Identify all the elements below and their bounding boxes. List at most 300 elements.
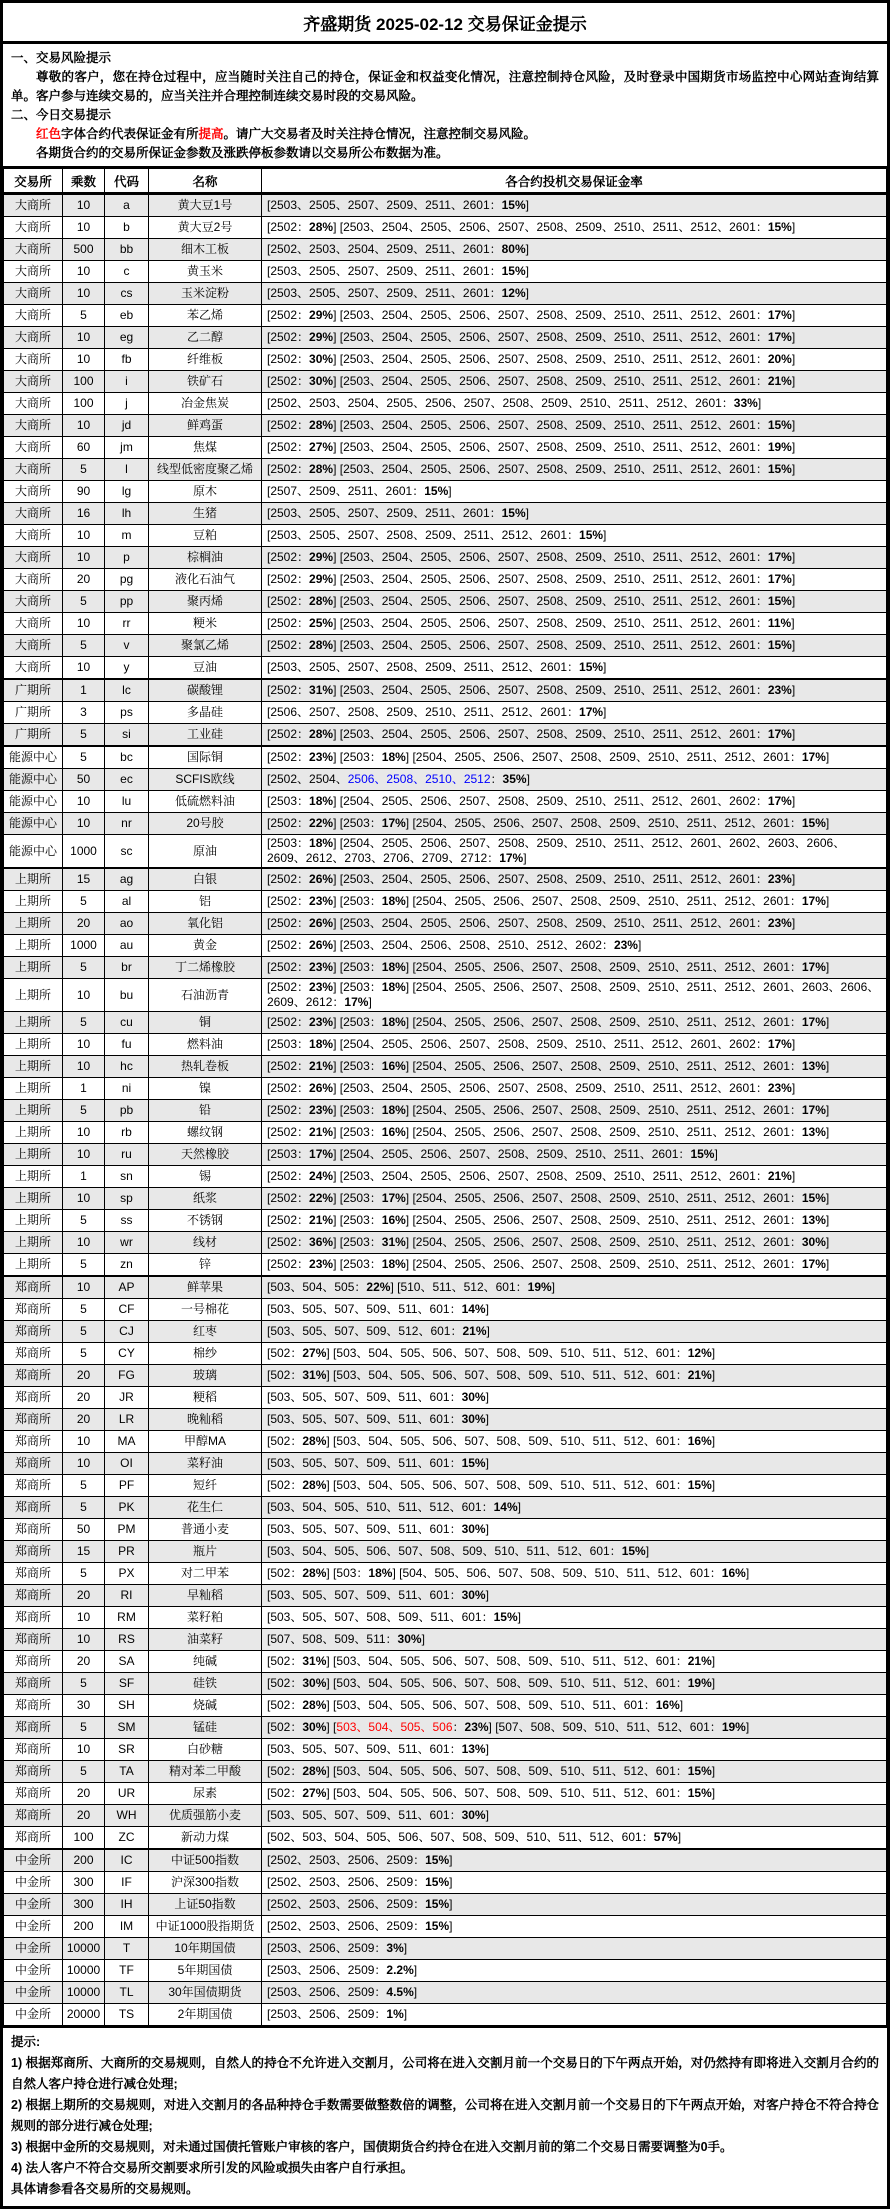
rate-cell: [2502：22%] [2503：17%] [2504、2505、2506、2507、2508、2509、2510、2511、2512、2601：15%]: [262, 813, 887, 835]
exchange-cell: 上期所: [4, 1254, 63, 1277]
code-cell: b: [105, 217, 149, 239]
multiplier-cell: 5: [63, 1563, 105, 1585]
rate-cell: [2502：27%] [2503、2504、2505、2506、2507、2508、2509、2510、2511、2512、2601：19%]: [262, 437, 887, 459]
col-header-name: 名称: [149, 168, 262, 194]
table-row: [4, 1012, 887, 1034]
exchange-cell: 郑商所: [4, 1321, 63, 1343]
table-header-row: [4, 168, 887, 194]
footer-note: 1) 根据郑商所、大商所的交易规则，自然人的持仓不允许进入交割月，公司将在进入交割月前一个交易日的下午两点开始，对仍然持有即将进入交割月合约的自然人客户持仓进行减仓处理;: [11, 2056, 879, 2091]
table-row: [4, 2004, 887, 2027]
table-row: [4, 1827, 887, 1850]
code-cell: IC: [105, 1849, 149, 1872]
rate-cell: [502：28%] [503、504、505、506、507、508、509、510、511、512、601：16%]: [262, 1431, 887, 1453]
table-row: [4, 525, 887, 547]
code-cell: c: [105, 261, 149, 283]
code-cell: pb: [105, 1100, 149, 1122]
exchange-cell: 郑商所: [4, 1453, 63, 1475]
rate-cell: [2502：24%] [2503、2504、2505、2506、2507、2508、2509、2510、2511、2512、2601：21%]: [262, 1166, 887, 1188]
table-row: [4, 371, 887, 393]
exchange-cell: 郑商所: [4, 1431, 63, 1453]
footer-note: 2) 根据上期所的交易规则，对进入交割月的各品种持仓手数需要做整数倍的调整，公司将在进入交割月前一个交易日的下午两点开始，对客户持仓不符合持仓规则的部分进行减仓处理;: [11, 2098, 879, 2133]
code-cell: ru: [105, 1144, 149, 1166]
table-row: [4, 1519, 887, 1541]
highlight-note: [11, 125, 879, 144]
multiplier-cell: 10: [63, 415, 105, 437]
table-row: [4, 679, 887, 702]
name-cell: 豆粕: [149, 525, 262, 547]
name-cell: 锡: [149, 1166, 262, 1188]
name-cell: 锌: [149, 1254, 262, 1277]
rate-cell: [2503：18%] [2504、2505、2506、2507、2508、2509、2510、2511、2512、2601、2602：17%]: [262, 1034, 887, 1056]
table-row: [4, 1365, 887, 1387]
multiplier-cell: 90: [63, 481, 105, 503]
rate-cell: [2507、2509、2511、2601：15%]: [262, 481, 887, 503]
code-cell: y: [105, 657, 149, 680]
name-cell: 冶金焦炭: [149, 393, 262, 415]
multiplier-cell: 20: [63, 1805, 105, 1827]
name-cell: 新动力煤: [149, 1827, 262, 1850]
multiplier-cell: 20: [63, 569, 105, 591]
multiplier-cell: 30: [63, 1695, 105, 1717]
name-cell: 黄金: [149, 935, 262, 957]
exchange-cell: 上期所: [4, 957, 63, 979]
table-row: [4, 813, 887, 835]
table-row: [4, 913, 887, 935]
exchange-cell: 广期所: [4, 679, 63, 702]
exchange-cell: 郑商所: [4, 1717, 63, 1739]
multiplier-cell: 10: [63, 1122, 105, 1144]
multiplier-cell: 1000: [63, 835, 105, 869]
rate-cell: [502：28%] [503、504、505、506、507、508、509、510、511、512、601：15%]: [262, 1761, 887, 1783]
code-cell: sn: [105, 1166, 149, 1188]
name-cell: 低硫燃料油: [149, 791, 262, 813]
multiplier-cell: 5: [63, 1254, 105, 1277]
col-header-code: 代码: [105, 168, 149, 194]
rate-cell: [2502：29%] [2503、2504、2505、2506、2507、2508、2509、2510、2511、2512、2601：17%]: [262, 547, 887, 569]
exchange-cell: 大商所: [4, 503, 63, 525]
rate-cell: [503、504、505、510、511、512、601：14%]: [262, 1497, 887, 1519]
rate-cell: [2502：23%] [2503：18%] [2504、2505、2506、2507、2508、2509、2510、2511、2512、2601：17%]: [262, 1254, 887, 1277]
name-cell: 碳酸锂: [149, 679, 262, 702]
exchange-cell: 大商所: [4, 371, 63, 393]
table-row: [4, 1651, 887, 1673]
code-cell: TS: [105, 2004, 149, 2027]
table-row: [4, 1122, 887, 1144]
table-row: [4, 635, 887, 657]
table-row: [4, 1585, 887, 1607]
table-row: [4, 393, 887, 415]
table-row: [4, 349, 887, 371]
rate-cell: [2502、2503、2506、2509：15%]: [262, 1916, 887, 1938]
code-cell: pp: [105, 591, 149, 613]
table-row: [4, 1299, 887, 1321]
name-cell: 铁矿石: [149, 371, 262, 393]
footer-note: 具体请参看各交易所的交易规则。: [11, 2182, 199, 2196]
code-cell: m: [105, 525, 149, 547]
code-cell: LR: [105, 1409, 149, 1431]
name-cell: 甲醇MA: [149, 1431, 262, 1453]
rate-cell: [2502、2503、2504、2509、2511、2601：80%]: [262, 239, 887, 261]
name-cell: 铝: [149, 891, 262, 913]
exchange-cell: 郑商所: [4, 1629, 63, 1651]
multiplier-cell: 5: [63, 1475, 105, 1497]
multiplier-cell: 15: [63, 868, 105, 891]
code-cell: eb: [105, 305, 149, 327]
multiplier-cell: 3: [63, 702, 105, 724]
name-cell: 精对苯二甲酸: [149, 1761, 262, 1783]
highlight-note-part: 红色: [36, 127, 62, 141]
name-cell: 原木: [149, 481, 262, 503]
rate-cell: [2506、2507、2508、2509、2510、2511、2512、2601：17%]: [262, 702, 887, 724]
code-cell: j: [105, 393, 149, 415]
code-cell: TF: [105, 1960, 149, 1982]
table-row: [4, 1629, 887, 1651]
code-cell: hc: [105, 1056, 149, 1078]
rate-cell: [2502：26%] [2503、2504、2505、2506、2507、2508、2509、2510、2511、2512、2601：23%]: [262, 868, 887, 891]
exchange-cell: 郑商所: [4, 1343, 63, 1365]
multiplier-cell: 10: [63, 657, 105, 680]
rate-cell: [503、505、507、509、511、601：30%]: [262, 1387, 887, 1409]
rate-cell: [502：28%] [503、504、505、506、507、508、509、510、511、512、601：15%]: [262, 1475, 887, 1497]
multiplier-cell: 1: [63, 1078, 105, 1100]
exchange-cell: 郑商所: [4, 1761, 63, 1783]
rate-cell: [502：28%] [503、504、505、506、507、508、509、510、511、601：16%]: [262, 1695, 887, 1717]
code-cell: SH: [105, 1695, 149, 1717]
code-cell: p: [105, 547, 149, 569]
code-cell: al: [105, 891, 149, 913]
name-cell: 硅铁: [149, 1673, 262, 1695]
name-cell: 燃料油: [149, 1034, 262, 1056]
code-cell: T: [105, 1938, 149, 1960]
name-cell: 30年国债期货: [149, 1982, 262, 2004]
table-row: [4, 957, 887, 979]
name-cell: 锰硅: [149, 1717, 262, 1739]
table-row: [4, 261, 887, 283]
code-cell: fu: [105, 1034, 149, 1056]
exchange-cell: 上期所: [4, 1232, 63, 1254]
exchange-cell: 中金所: [4, 1960, 63, 1982]
name-cell: 20号胶: [149, 813, 262, 835]
multiplier-cell: 5: [63, 891, 105, 913]
rate-cell: [2502：21%] [2503：16%] [2504、2505、2506、2507、2508、2509、2510、2511、2512、2601：13%]: [262, 1210, 887, 1232]
multiplier-cell: 10: [63, 613, 105, 635]
code-cell: TL: [105, 1982, 149, 2004]
multiplier-cell: 1: [63, 1166, 105, 1188]
rate-cell: [503、505、507、509、511、601：30%]: [262, 1805, 887, 1827]
code-cell: cs: [105, 283, 149, 305]
exchange-cell: 大商所: [4, 437, 63, 459]
name-cell: 铜: [149, 1012, 262, 1034]
table-row: [4, 591, 887, 613]
exchange-cell: 郑商所: [4, 1475, 63, 1497]
rate-cell: [2503、2505、2507、2509、2511、2601：15%]: [262, 194, 887, 217]
multiplier-cell: 500: [63, 239, 105, 261]
name-cell: 丁二烯橡胶: [149, 957, 262, 979]
rate-cell: [2503：18%] [2504、2505、2506、2507、2508、2509、2510、2511、2512、2601、2602：17%]: [262, 791, 887, 813]
col-header-exchange: 交易所: [4, 168, 63, 194]
code-cell: ps: [105, 702, 149, 724]
table-row: [4, 1761, 887, 1783]
multiplier-cell: 100: [63, 393, 105, 415]
multiplier-cell: 5: [63, 724, 105, 747]
name-cell: 中证1000股指期货: [149, 1916, 262, 1938]
code-cell: IF: [105, 1872, 149, 1894]
table-row: [4, 1695, 887, 1717]
multiplier-cell: 20: [63, 1783, 105, 1805]
name-cell: 鲜鸡蛋: [149, 415, 262, 437]
multiplier-cell: 5: [63, 1497, 105, 1519]
code-cell: sp: [105, 1188, 149, 1210]
code-cell: bu: [105, 979, 149, 1012]
rate-cell: [2503、2506、2509：1%]: [262, 2004, 887, 2027]
multiplier-cell: 5: [63, 1673, 105, 1695]
risk-paragraph: 尊敬的客户，您在持仓过程中，应当随时关注自己的持仓，保证金和权益变化情况，注意控制持仓风险，及时登录中国期货市场监控中心网站查询结算单。客户参与连续交易的，应当关注并合理控制连续交易时段的交易风险。: [11, 70, 879, 103]
exchange-cell: 广期所: [4, 702, 63, 724]
table-row: [4, 1805, 887, 1827]
table-row: [4, 868, 887, 891]
exchange-cell: 郑商所: [4, 1519, 63, 1541]
code-cell: JR: [105, 1387, 149, 1409]
rate-cell: [2502、2503、2504、2505、2506、2507、2508、2509、2510、2511、2512、2601：33%]: [262, 393, 887, 415]
table-row: [4, 1541, 887, 1563]
exchange-cell: 大商所: [4, 327, 63, 349]
rate-cell: [2502：36%] [2503：31%] [2504、2505、2506、2507、2508、2509、2510、2511、2512、2601：30%]: [262, 1232, 887, 1254]
multiplier-cell: 50: [63, 769, 105, 791]
table-row: [4, 305, 887, 327]
multiplier-cell: 5: [63, 1299, 105, 1321]
rate-cell: [2503：18%] [2504、2505、2506、2507、2508、2509、2510、2511、2512、2601、2602、2603、2606、2609、2612、2703、2706、2709、2712：17%]: [262, 835, 887, 869]
multiplier-cell: 5: [63, 305, 105, 327]
exchange-cell: 郑商所: [4, 1497, 63, 1519]
name-cell: 瓶片: [149, 1541, 262, 1563]
multiplier-cell: 10: [63, 1629, 105, 1651]
rate-cell: [2503、2506、2509：3%]: [262, 1938, 887, 1960]
code-cell: PK: [105, 1497, 149, 1519]
rate-cell: [2502：29%] [2503、2504、2505、2506、2507、2508、2509、2510、2511、2512、2601：17%]: [262, 327, 887, 349]
code-cell: br: [105, 957, 149, 979]
exchange-cell: 大商所: [4, 305, 63, 327]
multiplier-cell: 10: [63, 1188, 105, 1210]
rate-cell: [2502：28%] [2503、2504、2505、2506、2507、2508、2509、2510、2511、2512、2601：15%]: [262, 217, 887, 239]
table-row: [4, 1343, 887, 1365]
multiplier-cell: 5: [63, 746, 105, 769]
code-cell: bb: [105, 239, 149, 261]
rate-cell: [2502：23%] [2503：18%] [2504、2505、2506、2507、2508、2509、2510、2511、2512、2601：17%]: [262, 746, 887, 769]
name-cell: 镍: [149, 1078, 262, 1100]
name-cell: 黄大豆1号: [149, 194, 262, 217]
multiplier-cell: 15: [63, 1541, 105, 1563]
name-cell: 豆油: [149, 657, 262, 680]
exchange-cell: 能源中心: [4, 769, 63, 791]
name-cell: 10年期国债: [149, 1938, 262, 1960]
code-cell: CJ: [105, 1321, 149, 1343]
exchange-cell: 能源中心: [4, 813, 63, 835]
multiplier-cell: 300: [63, 1872, 105, 1894]
table-row: [4, 702, 887, 724]
exchange-cell: 郑商所: [4, 1365, 63, 1387]
multiplier-cell: 16: [63, 503, 105, 525]
code-cell: jd: [105, 415, 149, 437]
page-title: 齐盛期货 2025-02-12 交易保证金提示: [3, 3, 887, 44]
name-cell: 焦煤: [149, 437, 262, 459]
multiplier-cell: 10: [63, 327, 105, 349]
table-row: [4, 1960, 887, 1982]
table-row: [4, 547, 887, 569]
name-cell: 2年期国债: [149, 2004, 262, 2027]
name-cell: 石油沥青: [149, 979, 262, 1012]
code-cell: zn: [105, 1254, 149, 1277]
exchange-cell: 郑商所: [4, 1299, 63, 1321]
rate-cell: [502：31%] [503、504、505、506、507、508、509、510、511、512、601：21%]: [262, 1365, 887, 1387]
code-cell: wr: [105, 1232, 149, 1254]
multiplier-cell: 5: [63, 957, 105, 979]
exchange-cell: 上期所: [4, 1034, 63, 1056]
code-cell: PF: [105, 1475, 149, 1497]
exchange-cell: 大商所: [4, 481, 63, 503]
exchange-cell: 上期所: [4, 1166, 63, 1188]
rate-cell: [2503、2506、2509：2.2%]: [262, 1960, 887, 1982]
multiplier-cell: 5: [63, 635, 105, 657]
multiplier-cell: 20: [63, 1651, 105, 1673]
table-row: [4, 1034, 887, 1056]
table-row: [4, 569, 887, 591]
rate-cell: [503、505、507、509、511、601：14%]: [262, 1299, 887, 1321]
rate-cell: [502：27%] [503、504、505、506、507、508、509、510、511、512、601：15%]: [262, 1783, 887, 1805]
name-cell: 粳米: [149, 613, 262, 635]
rate-cell: [2502：21%] [2503：16%] [2504、2505、2506、2507、2508、2509、2510、2511、2512、2601：13%]: [262, 1056, 887, 1078]
rate-cell: [2502：26%] [2503、2504、2505、2506、2507、2508、2509、2510、2511、2512、2601：23%]: [262, 1078, 887, 1100]
name-cell: 一号棉花: [149, 1299, 262, 1321]
table-row: [4, 1100, 887, 1122]
exchange-cell: 能源中心: [4, 746, 63, 769]
exchange-cell: 郑商所: [4, 1783, 63, 1805]
code-cell: eg: [105, 327, 149, 349]
name-cell: 纤维板: [149, 349, 262, 371]
table-row: [4, 1188, 887, 1210]
table-row: [4, 1078, 887, 1100]
multiplier-cell: 100: [63, 1827, 105, 1850]
multiplier-cell: 10000: [63, 1938, 105, 1960]
exchange-cell: 大商所: [4, 547, 63, 569]
multiplier-cell: 5: [63, 459, 105, 481]
multiplier-cell: 10: [63, 1034, 105, 1056]
code-cell: ao: [105, 913, 149, 935]
exchange-cell: 上期所: [4, 935, 63, 957]
code-cell: fb: [105, 349, 149, 371]
table-row: [4, 1144, 887, 1166]
name-cell: 细木工板: [149, 239, 262, 261]
exchange-cell: 大商所: [4, 591, 63, 613]
code-cell: PX: [105, 1563, 149, 1585]
exchange-cell: 上期所: [4, 1100, 63, 1122]
footer-items: [11, 2053, 879, 2200]
name-cell: 聚氯乙烯: [149, 635, 262, 657]
table-row: [4, 217, 887, 239]
multiplier-cell: 10: [63, 1144, 105, 1166]
name-cell: 白银: [149, 868, 262, 891]
code-cell: nr: [105, 813, 149, 835]
rate-cell: [503、505、507、509、511、601：30%]: [262, 1585, 887, 1607]
exchange-cell: 广期所: [4, 724, 63, 747]
table-row: [4, 1783, 887, 1805]
rate-cell: [2503、2505、2507、2509、2511、2601：15%]: [262, 503, 887, 525]
table-row: [4, 724, 887, 747]
table-row: [4, 1938, 887, 1960]
multiplier-cell: 10000: [63, 1960, 105, 1982]
exchange-cell: 郑商所: [4, 1651, 63, 1673]
multiplier-cell: 10000: [63, 1982, 105, 2004]
name-cell: 尿素: [149, 1783, 262, 1805]
table-row: [4, 1739, 887, 1761]
table-row: [4, 1321, 887, 1343]
name-cell: 对二甲苯: [149, 1563, 262, 1585]
rate-cell: [2502：31%] [2503、2504、2505、2506、2507、2508、2509、2510、2511、2512、2601：23%]: [262, 679, 887, 702]
table-row: [4, 1056, 887, 1078]
multiplier-cell: 10: [63, 1453, 105, 1475]
footer-label: 提示:: [11, 2035, 41, 2049]
table-row: [4, 327, 887, 349]
rate-cell: [503、504、505：22%] [510、511、512、601：19%]: [262, 1276, 887, 1299]
exchange-params-note: 各期货合约的交易所保证金参数及涨跌停板参数请以交易所公布数据为准。: [36, 146, 449, 160]
exchange-cell: 中金所: [4, 1916, 63, 1938]
multiplier-cell: 20: [63, 913, 105, 935]
code-cell: rb: [105, 1122, 149, 1144]
rate-cell: [2502：25%] [2503、2504、2505、2506、2507、2508、2509、2510、2511、2512、2601：11%]: [262, 613, 887, 635]
rate-cell: [2503、2505、2507、2509、2511、2601：15%]: [262, 261, 887, 283]
rate-cell: [503、505、507、508、509、511、601：15%]: [262, 1607, 887, 1629]
name-cell: 天然橡胶: [149, 1144, 262, 1166]
multiplier-cell: 5: [63, 591, 105, 613]
name-cell: 菜籽油: [149, 1453, 262, 1475]
name-cell: 沪深300指数: [149, 1872, 262, 1894]
exchange-cell: 中金所: [4, 1982, 63, 2004]
multiplier-cell: 20: [63, 1365, 105, 1387]
table-row: [4, 1210, 887, 1232]
code-cell: si: [105, 724, 149, 747]
code-cell: sc: [105, 835, 149, 869]
exchange-cell: 上期所: [4, 913, 63, 935]
code-cell: SA: [105, 1651, 149, 1673]
multiplier-cell: 5: [63, 1100, 105, 1122]
exchange-cell: 大商所: [4, 393, 63, 415]
rate-cell: [2503、2506、2509：4.5%]: [262, 1982, 887, 2004]
table-row: [4, 1982, 887, 2004]
name-cell: 黄玉米: [149, 261, 262, 283]
code-cell: RI: [105, 1585, 149, 1607]
name-cell: 普通小麦: [149, 1519, 262, 1541]
name-cell: 纯碱: [149, 1651, 262, 1673]
exchange-cell: 大商所: [4, 239, 63, 261]
name-cell: 氧化铝: [149, 913, 262, 935]
code-cell: i: [105, 371, 149, 393]
multiplier-cell: 10: [63, 349, 105, 371]
multiplier-cell: 10: [63, 261, 105, 283]
exchange-cell: 大商所: [4, 194, 63, 217]
code-cell: ZC: [105, 1827, 149, 1850]
multiplier-cell: 10: [63, 1232, 105, 1254]
exchange-cell: 郑商所: [4, 1827, 63, 1850]
multiplier-cell: 5: [63, 1012, 105, 1034]
table-row: [4, 1276, 887, 1299]
rate-cell: [2502：23%] [2503：18%] [2504、2505、2506、2507、2508、2509、2510、2511、2512、2601：17%]: [262, 1100, 887, 1122]
rate-cell: [503、505、507、509、511、601：13%]: [262, 1739, 887, 1761]
rate-cell: [2502、2503、2506、2509：15%]: [262, 1894, 887, 1916]
exchange-cell: 郑商所: [4, 1695, 63, 1717]
name-cell: 中证500指数: [149, 1849, 262, 1872]
rate-cell: [2502：21%] [2503：16%] [2504、2505、2506、2507、2508、2509、2510、2511、2512、2601：13%]: [262, 1122, 887, 1144]
exchange-cell: 大商所: [4, 613, 63, 635]
rate-cell: [2502：23%] [2503：18%] [2504、2505、2506、2507、2508、2509、2510、2511、2512、2601：17%]: [262, 1012, 887, 1034]
